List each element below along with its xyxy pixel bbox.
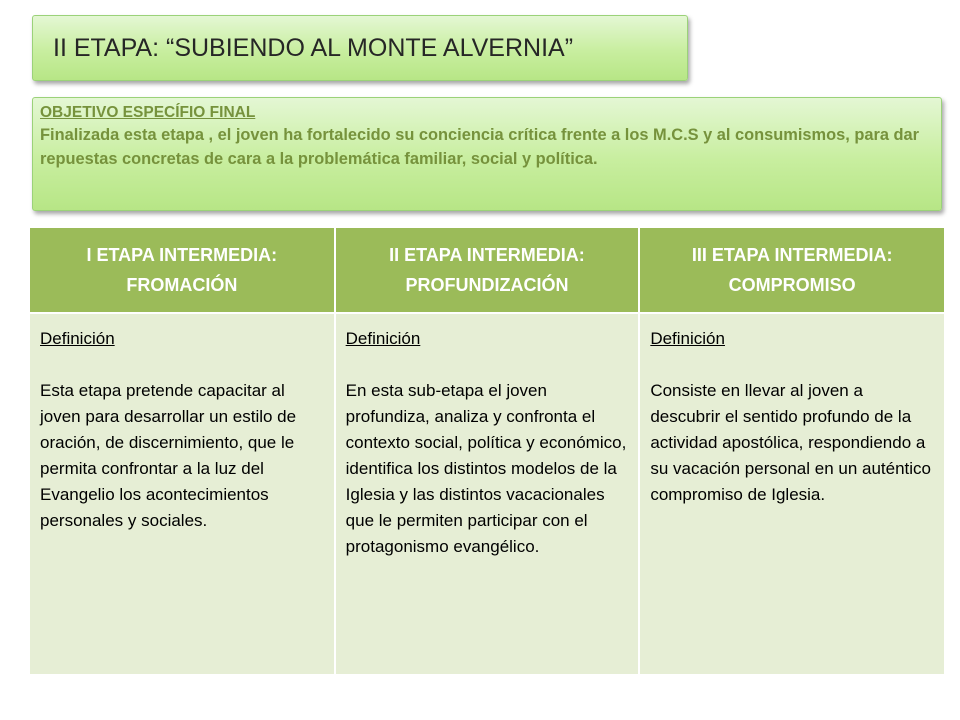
definition-label: Definición: [40, 329, 115, 348]
definition-label: Definición: [345, 329, 421, 348]
table-row: [30, 313, 944, 674]
stage-2-cell: [335, 313, 640, 674]
objective-box: [32, 97, 942, 211]
header-stage-1: I ETAPA INTERMEDIA: FROMACIÓN: [30, 228, 335, 313]
slide-title: II ETAPA: “SUBIENDO AL MONTE ALVERNIA”: [53, 34, 574, 62]
stages-table: [30, 228, 944, 674]
definition-text: En esta sub-etapa el joven profundiza, analiza y confronta el contexto social, política y económico, identifica los distintos modelos de la Iglesia y las distintos vacacionales que le permiten participar con el protagonismo evangélico.: [345, 381, 627, 556]
definition-label: Definición: [650, 329, 725, 348]
stage-3-cell: [639, 313, 944, 674]
definition-text: Consiste en llevar al joven a descubrir el sentido profundo de la actividad apostólica, respondiendo a su vacación personal en un auténtico compromiso de Iglesia.: [650, 381, 932, 504]
definition-text: Esta etapa pretende capacitar al joven para desarrollar un estilo de oración, de discernimiento, que le permita confrontar a la luz del Evangelio los acontecimientos personales y sociales.: [40, 381, 297, 530]
title-banner: [32, 15, 688, 81]
header-stage-2: II ETAPA INTERMEDIA: PROFUNDIZACIÓN: [335, 228, 640, 313]
objective-text: Finalizada esta etapa , el joven ha fortalecido su conciencia crítica frente a los M.C.S y al consumismos, para dar repuestas concretas de cara a la problemática familiar, social y política.: [40, 126, 920, 168]
objective-heading: OBJETIVO ESPECÍFIO FINAL: [40, 104, 256, 121]
stage-1-cell: [30, 313, 335, 674]
table-header-row: [30, 228, 944, 313]
header-stage-3: III ETAPA INTERMEDIA: COMPROMISO: [639, 228, 944, 313]
